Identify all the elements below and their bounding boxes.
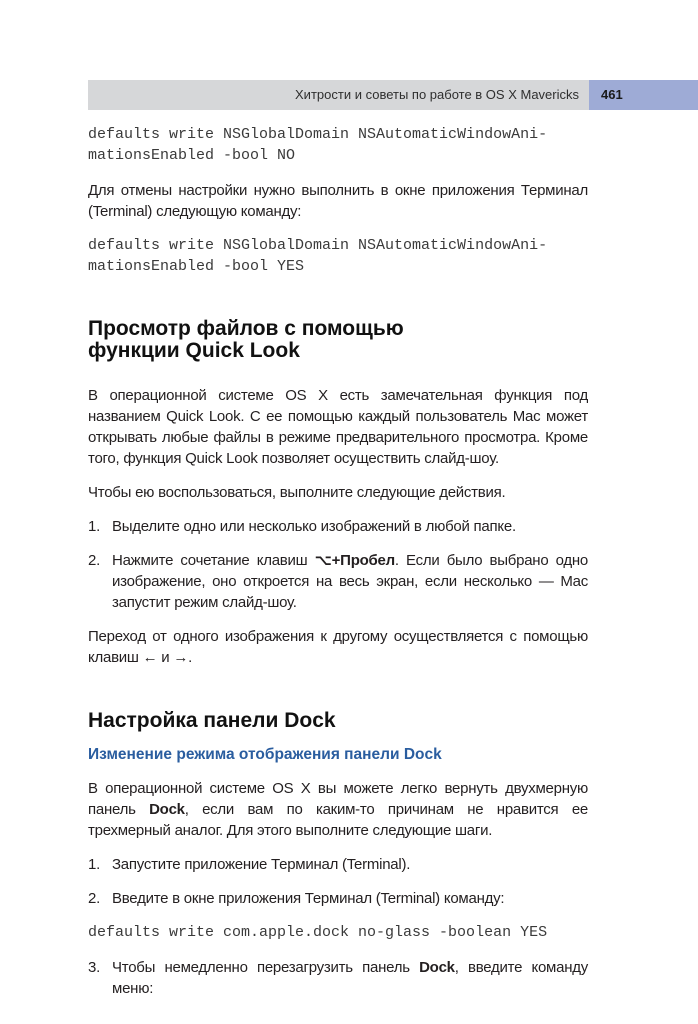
heading-line: функции Quick Look: [88, 339, 300, 362]
code-line: mationsEnabled -bool NO: [88, 147, 296, 164]
page-number: 461: [601, 87, 623, 102]
heading-line: Просмотр файлов с помощью: [88, 317, 404, 340]
list-number: 1.: [88, 518, 101, 535]
list-number: 2.: [88, 890, 101, 907]
list-item: [88, 550, 588, 613]
list-number: 2.: [88, 552, 101, 569]
running-header: [88, 80, 589, 110]
bold-text: Dock: [419, 959, 455, 976]
code-block-enable-animations: [88, 235, 588, 277]
text: В операционной системе OS X вы можете легко вернуть двухмерную панель: [88, 780, 588, 818]
text: , если вам по каким-то причинам не нравится ее трехмерный аналог. Для этого выполните следующие шаги.: [88, 801, 589, 839]
list-number: 1.: [88, 856, 101, 873]
bold-text: Dock: [149, 801, 185, 818]
paragraph-quick-look-intro: В операционной системе OS X есть замечательная функция под названием Quick Look. С ее помощью каждый пользователь Mac может открывать любые файлы в режиме предварительного просмотра. Кроме того, функция Quick Look позволяет осуществить слайд-шоу.: [88, 387, 588, 467]
page-number-tab: [589, 80, 698, 110]
list-text: . Если было выбрано одно изображение, оно откроется на весь экран, если несколько — Mac запустит режим слайд-шоу.: [112, 552, 589, 611]
dock-steps-continued: [88, 957, 588, 999]
paragraph-transition: Переход от одного изображения к другому осуществляется с помощью клавиш ← и →.: [88, 628, 588, 666]
code-block-disable-animations: [88, 124, 588, 166]
page-content: [88, 124, 588, 1012]
paragraph-cancel: Для отмены настройки нужно выполнить в окне приложения Терминал (Terminal) следующую команду:: [88, 182, 588, 220]
list-text: Нажмите сочетание клавиш: [112, 552, 315, 569]
list-text: Введите в окне приложения Терминал (Terminal) команду:: [112, 890, 505, 907]
running-header-title: Хитрости и советы по работе в OS X Mavericks: [295, 87, 579, 102]
list-item: [88, 516, 588, 537]
paragraph-dock-intro: [88, 778, 588, 841]
heading-dock: Настройка панели Dock: [88, 709, 336, 732]
list-text: Чтобы немедленно перезагрузить панель: [112, 959, 420, 976]
quick-look-steps: [88, 516, 588, 613]
subheading-dock-mode: Изменение режима отображения панели Dock: [88, 746, 442, 763]
code-line: defaults write NSGlobalDomain NSAutomaticWindowAni-: [88, 126, 548, 143]
list-number: 3.: [88, 959, 101, 976]
paragraph-steps-intro: Чтобы ею воспользоваться, выполните следующие действия.: [88, 484, 506, 501]
list-item: [88, 957, 588, 999]
key-combo: ⌥+Пробел: [314, 552, 395, 569]
code-line: mationsEnabled -bool YES: [88, 258, 305, 275]
list-item: [88, 854, 588, 875]
code-line: defaults write com.apple.dock no-glass -boolean YES: [88, 924, 548, 941]
dock-steps: [88, 854, 588, 909]
code-line: defaults write NSGlobalDomain NSAutomaticWindowAni-: [88, 237, 548, 254]
code-block-dock: [88, 922, 588, 943]
list-text: , введите команду меню:: [112, 959, 588, 997]
heading-quick-look: [88, 318, 588, 362]
list-text: Выделите одно или несколько изображений в любой папке.: [112, 518, 516, 535]
list-text: Запустите приложение Терминал (Terminal).: [112, 856, 411, 873]
list-item: [88, 888, 588, 909]
